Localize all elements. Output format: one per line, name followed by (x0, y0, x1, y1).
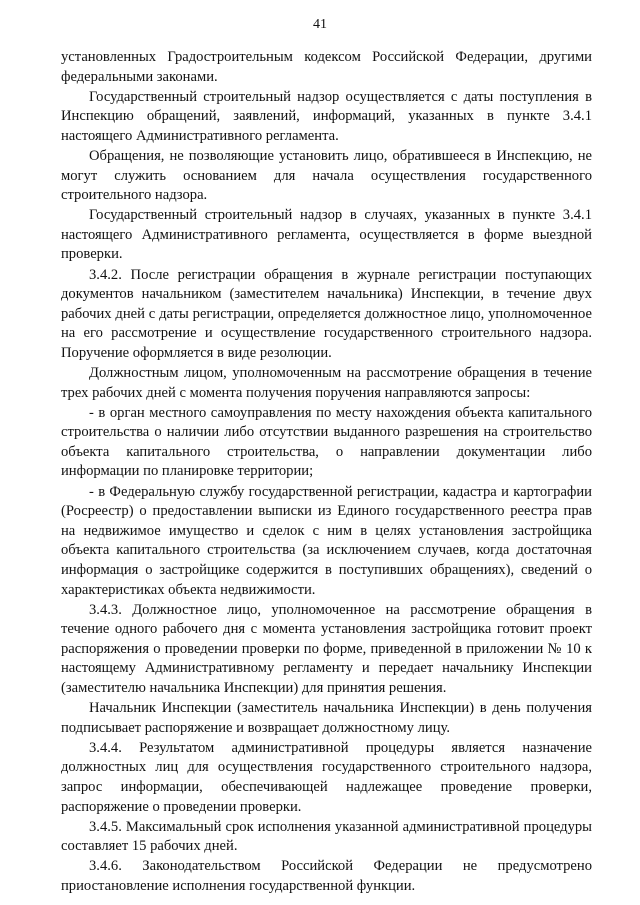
document-body (61, 48, 592, 897)
paragraph-requests-intro: Должностным лицом, уполномоченным на рассмотрение обращения в течение трех рабочих дней с момента получения поручения направляются запросы: (61, 365, 592, 401)
paragraph-inspection-form: Государственный строительный надзор в случаях, указанных в пункте 3.4.1 настоящего Административного регламента, осуществляется в форме выездной проверки. (61, 207, 592, 263)
paragraph-3-4-2: 3.4.2. После регистрации обращения в журнале регистрации поступающих документов начальником (заместителем начальника) Инспекции, в течение двух рабочих дней с даты регистрации, определяется должностное лицо, уполномоченное на его рассмотрение и осуществление государственного строительного надзора. Поручение оформляется в виде резолюции. (61, 266, 592, 361)
list-item-local-government: - в орган местного самоуправления по месту нахождения объекта капитального строительства о наличии либо отсутствии выданного разрешения на строительство объекта капитального строительства, о направлении документации либо информации по планировке территории; (61, 404, 592, 480)
paragraph-3-4-3: 3.4.3. Должностное лицо, уполномоченное на рассмотрение обращения в течение одного рабочего дня с момента установления застройщика готовит проект распоряжения о проведении проверки по форме, приведенной в приложении № 10 к настоящему Административному регламенту и передает начальнику Инспекции (заместителю начальника Инспекции) для принятия решения. (61, 601, 592, 696)
paragraph-anonymous-appeals: Обращения, не позволяющие установить лицо, обратившееся в Инспекцию, не могут служить основанием для начала осуществления государственного строительного надзора. (61, 147, 592, 204)
list-item-rosreestr: - в Федеральную службу государственной регистрации, кадастра и картографии (Росреестр) о предоставлении выписки из Единого государственного реестра прав на недвижимое имущество и сделок с ним в целях установления застройщика объекта капитального строительства (за исключением случаев, когда достаточная информация о застройщике содержится в поступивших обращениях), сведений о характеристиках объекта недвижимости. (61, 483, 592, 598)
paragraph-3-4-4: 3.4.4. Результатом административной процедуры является назначение должностных лиц для осуществления государственного строительного надзора, запрос информации, обеспечивающей надлежащее проведение проверки, распоряжение о проведении проверки. (61, 739, 592, 815)
paragraph-3-4-5: 3.4.5. Максимальный срок исполнения указанной административной процедуры составляет 15 рабочих дней. (61, 818, 592, 855)
paragraph-supervision-start: Государственный строительный надзор осуществляется с даты поступления в Инспекцию обращений, заявлений, информаций, указанных в пункте 3.4.1 настоящего Административного регламента. (61, 88, 592, 144)
paragraph-3-4-6: 3.4.6. Законодательством Российской Федерации не предусмотрено приостановление исполнения государственной функции. (61, 858, 592, 894)
paragraph-continuation: установленных Градостроительным кодексом Российской Федерации, другими федеральными законами. (61, 49, 592, 85)
page-number: 41 (313, 17, 327, 32)
paragraph-head-signs: Начальник Инспекции (заместитель начальника Инспекции) в день получения подписывает распоряжение и возвращает должностному лицу. (61, 700, 592, 736)
